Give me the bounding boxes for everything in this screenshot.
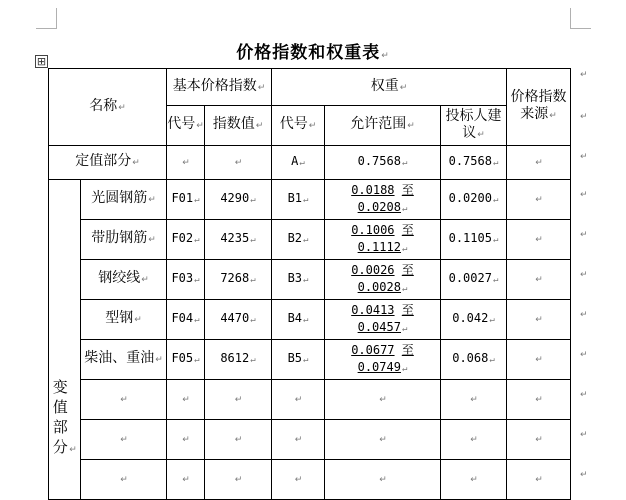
- material-name: 光圆钢筋↵: [81, 180, 167, 220]
- header-basic-index: 基本价格指数↵: [167, 69, 272, 106]
- material-index: 7268↵: [205, 260, 272, 300]
- empty-cell: ↵: [205, 380, 272, 420]
- table-row-empty: [49, 420, 571, 460]
- empty-cell: ↵: [81, 420, 167, 460]
- empty-cell: ↵: [325, 380, 441, 420]
- empty-cell: ↵: [167, 380, 205, 420]
- allowed-range: 0.0677 至 0.0749↵: [325, 340, 441, 380]
- row-end-mark: ↵: [580, 430, 588, 440]
- table-move-handle-icon[interactable]: ⊞: [36, 55, 47, 68]
- empty-cell: ↵: [205, 460, 272, 500]
- weight-code: B1↵: [272, 180, 325, 220]
- header-index-value: 指数值↵: [205, 106, 272, 146]
- empty-cell: ↵: [272, 420, 325, 460]
- empty-cell: ↵: [272, 460, 325, 500]
- fixed-index-cell: ↵: [205, 146, 272, 180]
- row-end-mark: ↵: [580, 270, 588, 280]
- material-code: F03↵: [167, 260, 205, 300]
- table-row-empty: [49, 460, 571, 500]
- header-name: 名称↵: [49, 69, 167, 146]
- header-weight: 权重↵: [272, 69, 507, 106]
- allowed-range: 0.1006 至 0.1112↵: [325, 220, 441, 260]
- weight-code: B5↵: [272, 340, 325, 380]
- bidder-value: 0.0200↵: [441, 180, 507, 220]
- weight-code: B2↵: [272, 220, 325, 260]
- header-bidder-suggestion: 投标人建议↵: [441, 106, 507, 146]
- empty-cell: ↵: [325, 460, 441, 500]
- material-name: 型钢↵: [81, 300, 167, 340]
- allowed-range: 0.0413 至 0.0457↵: [325, 300, 441, 340]
- table-row: [49, 300, 571, 340]
- material-index: 8612↵: [205, 340, 272, 380]
- allowed-range: 0.0026 至 0.0028↵: [325, 260, 441, 300]
- fixed-bidder-value: 0.7568↵: [441, 146, 507, 180]
- variable-part-label: 变值部分 ↵: [49, 180, 81, 500]
- weight-code: B4↵: [272, 300, 325, 340]
- fixed-weight-code: A↵: [272, 146, 325, 180]
- row-end-mark: ↵: [580, 470, 588, 480]
- header-source: 价格指数来源↵: [507, 69, 571, 146]
- material-code: F04↵: [167, 300, 205, 340]
- empty-cell: ↵: [441, 380, 507, 420]
- empty-cell: ↵: [507, 380, 571, 420]
- empty-cell: ↵: [205, 420, 272, 460]
- material-code: F01↵: [167, 180, 205, 220]
- source-cell: ↵: [507, 180, 571, 220]
- source-cell: ↵: [507, 220, 571, 260]
- material-name: 钢绞线↵: [81, 260, 167, 300]
- header-weight-code: 代号↵: [272, 106, 325, 146]
- bidder-value: 0.068↵: [441, 340, 507, 380]
- table-row-empty: [49, 380, 571, 420]
- row-end-mark: ↵: [580, 112, 588, 122]
- material-index: 4235↵: [205, 220, 272, 260]
- source-cell: ↵: [507, 260, 571, 300]
- row-end-mark: ↵: [580, 190, 588, 200]
- weight-code: B3↵: [272, 260, 325, 300]
- material-code: F05↵: [167, 340, 205, 380]
- empty-cell: ↵: [441, 460, 507, 500]
- material-name: 柴油、重油↵: [81, 340, 167, 380]
- empty-cell: ↵: [272, 380, 325, 420]
- crop-mark-left: [36, 8, 57, 29]
- fixed-code-cell: ↵: [167, 146, 205, 180]
- empty-cell: ↵: [507, 420, 571, 460]
- document-title: 价格指数和权重表↵: [236, 43, 390, 63]
- row-end-mark: ↵: [580, 230, 588, 240]
- row-end-mark: ↵: [580, 70, 588, 80]
- empty-cell: ↵: [441, 420, 507, 460]
- table-row: [49, 260, 571, 300]
- empty-cell: ↵: [81, 380, 167, 420]
- bidder-value: 0.042↵: [441, 300, 507, 340]
- fixed-part-label: 定值部分↵: [49, 146, 167, 180]
- empty-cell: ↵: [167, 420, 205, 460]
- price-index-table: [48, 68, 571, 500]
- material-name: 带肋钢筋↵: [81, 220, 167, 260]
- allowed-range: 0.0188 至 0.0208↵: [325, 180, 441, 220]
- source-cell: ↵: [507, 300, 571, 340]
- material-index: 4470↵: [205, 300, 272, 340]
- source-cell: ↵: [507, 340, 571, 380]
- row-end-mark: ↵: [580, 350, 588, 360]
- empty-cell: ↵: [81, 460, 167, 500]
- empty-cell: ↵: [167, 460, 205, 500]
- table-row: [49, 340, 571, 380]
- header-allowed-range: 允许范围↵: [325, 106, 441, 146]
- bidder-value: 0.0027↵: [441, 260, 507, 300]
- table-row-fixed: [49, 146, 571, 180]
- row-end-mark: ↵: [580, 152, 588, 162]
- header-code: 代号↵: [167, 106, 205, 146]
- empty-cell: ↵: [325, 420, 441, 460]
- material-index: 4290↵: [205, 180, 272, 220]
- material-code: F02↵: [167, 220, 205, 260]
- table-row: [49, 180, 571, 220]
- crop-mark-right: [570, 8, 591, 29]
- fixed-allowed-range: 0.7568↵: [325, 146, 441, 180]
- row-end-mark: ↵: [580, 390, 588, 400]
- empty-cell: ↵: [507, 460, 571, 500]
- bidder-value: 0.1105↵: [441, 220, 507, 260]
- fixed-source-cell: ↵: [507, 146, 571, 180]
- table-row: [49, 220, 571, 260]
- row-end-mark: ↵: [580, 310, 588, 320]
